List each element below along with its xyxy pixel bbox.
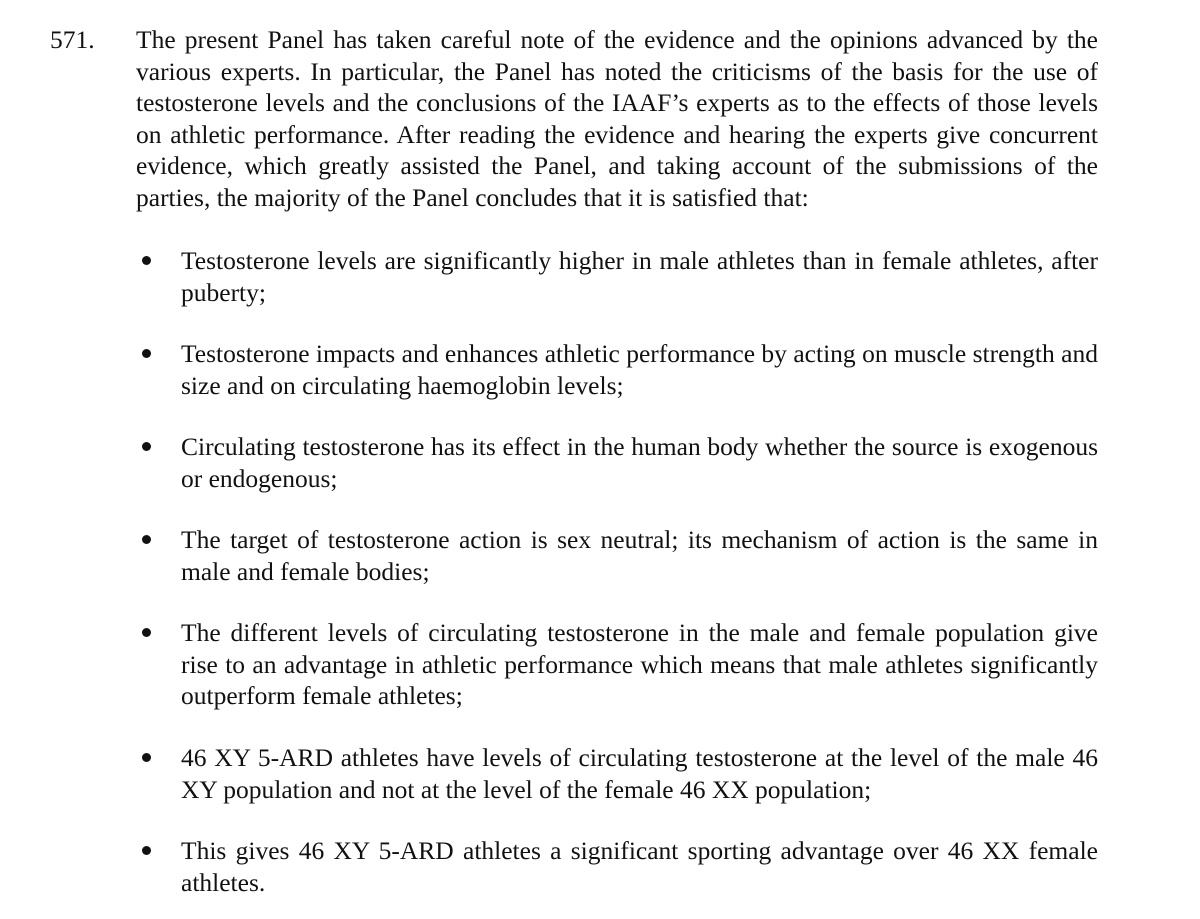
list-item-text: Testosterone levels are significantly higher in male athletes than in female athletes, after puberty;	[181, 246, 1098, 307]
bullet-icon	[142, 256, 151, 265]
bullet-icon	[142, 753, 151, 762]
bullet-icon	[142, 442, 151, 451]
bullet-icon	[142, 846, 151, 855]
bullet-icon	[142, 349, 151, 358]
list-item-text: 46 XY 5-ARD athletes have levels of circulating testosterone at the level of the male 46 XY population and not at the level of the female 46 XX population;	[181, 743, 1098, 804]
list-item-text: Testosterone impacts and enhances athletic performance by acting on muscle strength and size and on circulating haemoglobin levels;	[181, 339, 1098, 400]
bullet-icon	[142, 628, 151, 637]
bullet-icon	[142, 535, 151, 544]
paragraph-number: 571.	[50, 25, 95, 54]
paragraph-text: The present Panel has taken careful note of the evidence and the opinions advanced by the various experts. In particular, the Panel has noted the criticisms of the basis for the use of testosterone levels and the conclusions of the IAAF’s experts as to the effects of those levels on athletic performance. After reading the evidence and hearing the experts give concurrent evidence, which greatly assisted the Panel, and taking account of the submissions of the parties, the majority of the Panel concludes that it is satisfied that:	[136, 25, 1098, 212]
list-item-text: Circulating testosterone has its effect in the human body whether the source is exogenous or endogenous;	[181, 432, 1098, 493]
list-item-text: This gives 46 XY 5-ARD athletes a significant sporting advantage over 46 XX female athletes.	[181, 836, 1098, 897]
list-item-text: The target of testosterone action is sex neutral; its mechanism of action is the same in male and female bodies;	[181, 525, 1098, 586]
list-item-text: The different levels of circulating testosterone in the male and female population give rise to an advantage in athletic performance which means that male athletes significantly outperform female athletes;	[181, 618, 1098, 710]
